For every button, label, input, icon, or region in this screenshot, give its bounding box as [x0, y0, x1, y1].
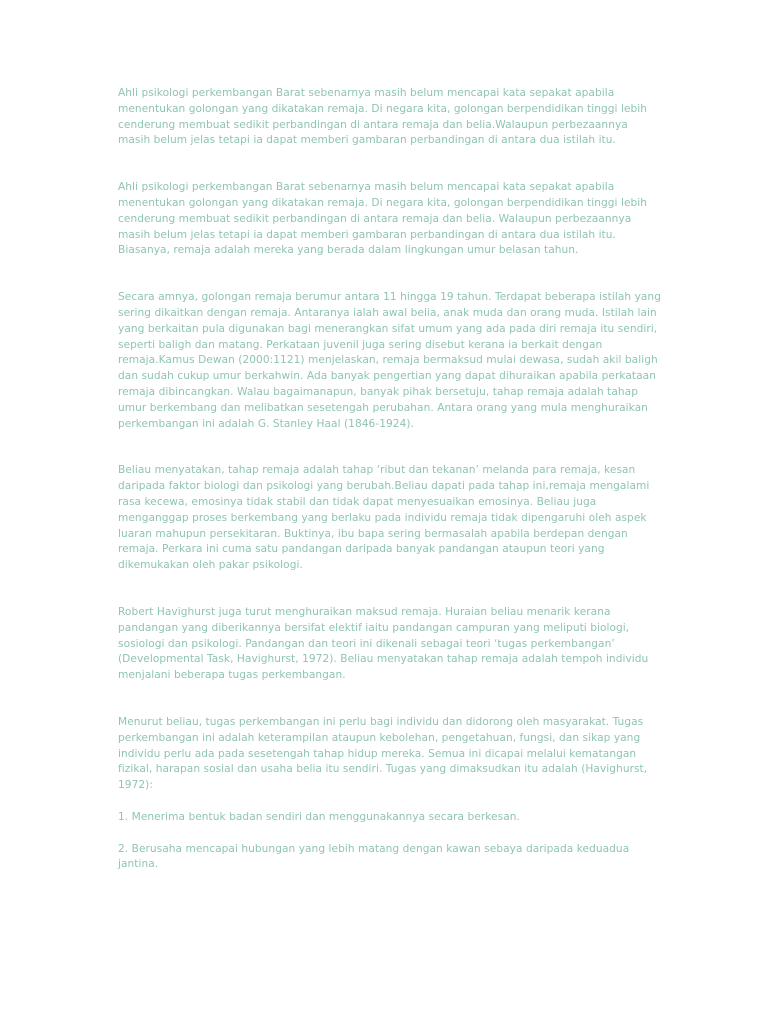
text-line: rasa kecewa, emosinya tidak stabil dan tidak dapat menyesuaikan emosinya. Beliau juga	[118, 495, 597, 508]
text-line: sering dikaitkan dengan remaja. Antaranya ialah awal belia, anak muda dan orang muda. Istilah lain	[118, 306, 657, 319]
text-line: Biasanya, remaja adalah mereka yang berada dalam lingkungan umur belasan tahun.	[118, 244, 579, 257]
text-line: Secara amnya, golongan remaja berumur antara 11 hingga 19 tahun. Terdapat beberapa istilah yang	[118, 291, 661, 304]
text-line: sosiologi dan psikologi. Pandangan dan teori ini dikenali sebagai teori ‘tugas perkembangan’	[118, 637, 615, 650]
text-line: 2. Berusaha mencapai hubungan yang lebih matang dengan kawan sebaya daripada keduadua	[118, 842, 630, 855]
paragraph-1	[118, 86, 648, 149]
paragraph-spacer	[118, 684, 638, 715]
text-line: Beliau menyatakan, tahap remaja adalah tahap ‘ribut dan tekanan’ melanda para remaja, kesan	[118, 464, 636, 477]
document-page	[118, 86, 661, 873]
list-item-2	[118, 842, 638, 874]
paragraph-spacer	[118, 432, 638, 463]
paragraph-2	[118, 180, 648, 259]
text-line: luaran mahupun persekitaran. Buktinya, ibu bapa sering bermasalah apabila berdepan dengan	[118, 527, 628, 540]
text-line: Ahli psikologi perkembangan Barat sebenarnya masih belum mencapai kata sepakat apabila	[118, 181, 615, 194]
list-item-1	[118, 810, 638, 826]
text-line: Ahli psikologi perkembangan Barat sebenarnya masih belum mencapai kata sepakat apabila	[118, 87, 615, 99]
text-line: 1972):	[118, 779, 153, 792]
text-line: perkembangan ini adalah G. Stanley Haal (1846-1924).	[118, 417, 414, 430]
text-line: remaja.Kamus Dewan (2000:1121) menjelaskan, remaja bermaksud mulai dewasa, sudah akil baligh	[118, 354, 658, 367]
text-line: fizikal, harapan sosial dan usaha belia itu sendiri. Tugas yang dimaksudkan itu adalah (Havighurst,	[118, 763, 648, 776]
text-line: perkembangan ini adalah keterampilan ataupun kebolehan, pengetahuan, fungsi, dan sikap yang	[118, 731, 641, 744]
text-line: menentukan golongan yang dikatakan remaja. Di negara kita, golongan berpendidikan tinggi lebih	[118, 102, 648, 115]
text-line: pandangan yang diberikannya bersifat elektif iaitu pandangan campuran yang meliputi biologi,	[118, 621, 630, 634]
text-line: jantina.	[118, 858, 159, 871]
text-line: daripada faktor biologi dan psikologi yang berubah.Beliau dapati pada tahap ini,remaja mengalami	[118, 480, 650, 493]
paragraph-spacer	[118, 826, 638, 842]
text-line: individu perlu ada pada sesetengah tahap hidup mereka. Semua ini dicapai melalui kematangan	[118, 747, 637, 760]
paragraph-5	[118, 605, 649, 684]
text-line: 1. Menerima bentuk badan sendiri dan menggunakannya secara berkesan.	[118, 810, 520, 823]
paragraph-spacer	[118, 149, 638, 180]
text-line: cenderung membuat sedikit perbandingan di antara remaja dan belia.Walaupun perbezaannya	[118, 118, 628, 131]
text-line: dikemukakan oleh pakar psikologi.	[118, 559, 303, 572]
text-line: masih belum jelas tetapi ia dapat memberi gambaran perbandingan di antara dua istilah itu.	[118, 134, 616, 147]
text-line: remaja. Perkara ini cuma satu pandangan daripada banyak pandangan ataupun teori yang	[118, 543, 605, 556]
text-line: menentukan golongan yang dikatakan remaja. Di negara kita, golongan berpendidikan tinggi lebih	[118, 196, 648, 209]
paragraph-3	[118, 290, 661, 432]
paragraph-spacer	[118, 259, 638, 290]
text-line: dan sudah cukup umur berkahwin. Ada banyak pengertian yang dapat dihuraikan apabila perkataan	[118, 370, 656, 383]
paragraph-4	[118, 463, 650, 574]
text-line: remaja dibincangkan. Walau bagaimanapun, banyak pihak bersetuju, tahap remaja adalah tahap	[118, 385, 638, 398]
text-line: cenderung membuat sedikit perbandingan di antara remaja dan belia. Walaupun perbezaannya	[118, 212, 632, 225]
text-line: masih belum jelas tetapi ia dapat memberi gambaran perbandingan di antara dua istilah itu.	[118, 228, 616, 241]
text-line: Robert Havighurst juga turut menghuraikan maksud remaja. Huraian beliau menarik kerana	[118, 605, 611, 618]
text-line: menganggap proses berkembang yang berlaku pada individu remaja tidak dipengaruhi oleh aspek	[118, 511, 647, 524]
text-line: umur berkembang dan melibatkan sesetengah perubahan. Antara orang yang mula menghuraikan	[118, 401, 648, 414]
text-line: (Developmental Task, Havighurst, 1972). Beliau menyatakan tahap remaja adalah tempoh individu	[118, 653, 649, 666]
text-line: Menurut beliau, tugas perkembangan ini perlu bagi individu dan didorong oleh masyarakat. Tugas	[118, 715, 644, 728]
paragraph-spacer	[118, 794, 638, 810]
text-line: seperti baligh dan matang. Perkataan juvenil juga sering disebut kerana ia berkait dengan	[118, 338, 603, 351]
paragraph-6	[118, 715, 648, 794]
text-line: yang berkaitan pula digunakan bagi menerangkan sifat umum yang ada pada diri remaja itu sendiri,	[118, 322, 658, 335]
text-line: menjalani beberapa tugas perkembangan.	[118, 669, 346, 682]
paragraph-spacer	[118, 574, 638, 605]
